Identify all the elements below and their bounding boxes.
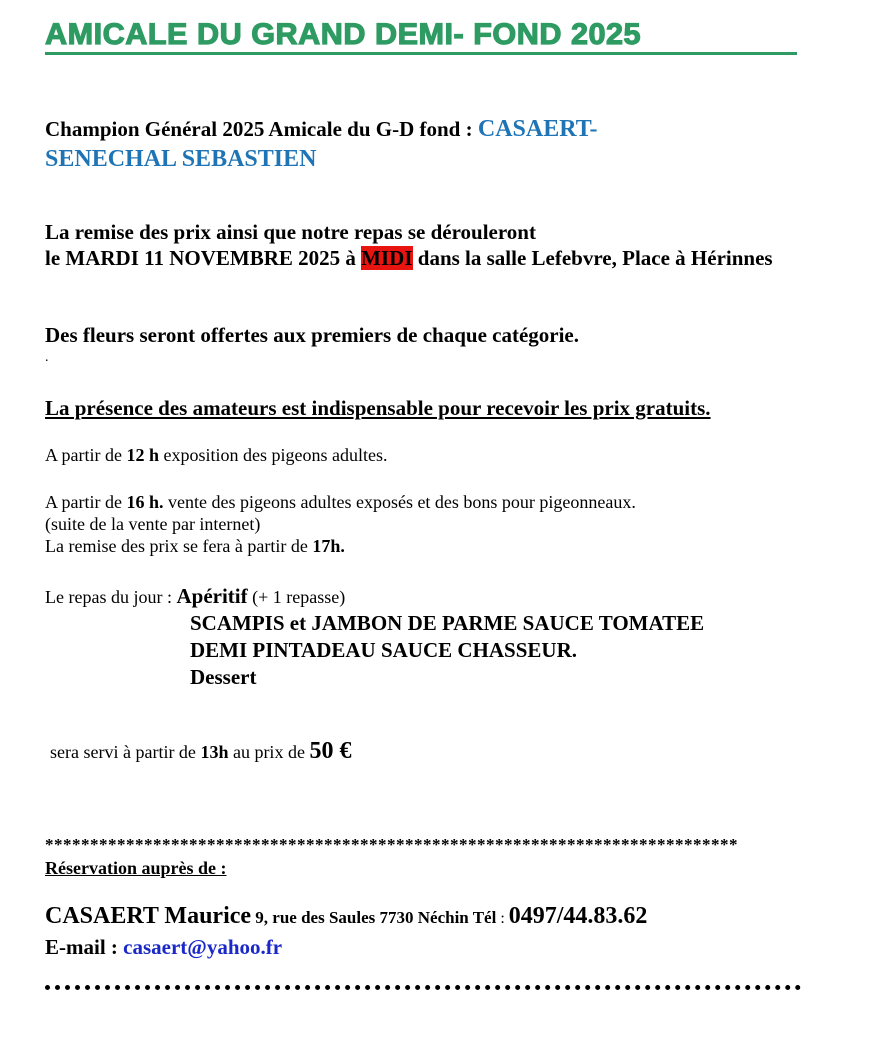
event-date: le MARDI 11 NOVEMBRE 2025 à [45, 246, 362, 270]
champion-name: CASAERT- SENECHAL SEBASTIEN [45, 116, 598, 172]
price-line [50, 738, 351, 765]
menu-item-dessert: Dessert [190, 665, 257, 689]
price-middle: au prix de [228, 742, 310, 762]
schedule-sale [45, 491, 765, 557]
presence-notice: La présence des amateurs est indispensable pour recevoir les prix gratuits. [45, 396, 711, 420]
menu-label: Le repas du jour : [45, 587, 177, 607]
champion-label: Champion Général 2025 Amicale du G-D fond : [45, 117, 478, 141]
contact-address: 9, rue des Saules 7730 Néchin Tél [251, 908, 497, 927]
sale-note: (suite de la vente par internet) [45, 514, 261, 534]
menu-item-main: DEMI PINTADEAU SAUCE CHASSEUR. [190, 638, 577, 662]
champion-line [45, 114, 685, 174]
exposition-text: exposition des pigeons adultes. [159, 445, 388, 465]
menu-aperitif: Apéritif [176, 584, 248, 608]
star-separator: ***************************************************************************** [45, 835, 738, 854]
event-announcement [45, 219, 785, 271]
exposition-prefix: A partir de [45, 445, 127, 465]
email-line [45, 935, 282, 960]
exposition-time: 12 h [126, 445, 159, 465]
sale-prefix: A partir de [45, 492, 127, 512]
menu-heading [45, 584, 345, 609]
price-time: 13h [200, 742, 229, 762]
contact-phone[interactable]: 0497/44.83.62 [508, 903, 648, 929]
event-line-1: La remise des prix ainsi que notre repas se dérouleront [45, 220, 536, 244]
sale-time: 16 h. [126, 492, 164, 512]
title-underline [45, 52, 797, 55]
price-prefix: sera servi à partir de [50, 742, 201, 762]
awards-prefix: La remise des prix se fera à partir de [45, 536, 313, 556]
email-link[interactable]: casaert@yahoo.fr [123, 935, 283, 959]
event-location: dans la salle Lefebvre, Place à Hérinnes [412, 246, 773, 270]
flowers-note: Des fleurs seront offertes aux premiers de chaque catégorie. [45, 323, 580, 347]
dot-line: . [45, 350, 49, 365]
aperitif-note: (+ 1 repasse) [247, 587, 346, 607]
midi-highlight: MIDI [361, 246, 413, 270]
price-amount: 50 € [309, 738, 352, 764]
reservation-heading: Réservation auprès de : [45, 858, 227, 878]
contact-name: CASAERT Maurice [45, 903, 252, 929]
schedule-exposition [45, 445, 387, 466]
sale-text: vente des pigeons adultes exposés et des bons pour pigeonneaux. [163, 492, 636, 512]
menu-item-starter: SCAMPIS et JAMBON DE PARME SAUCE TOMATEE [190, 611, 705, 635]
email-label: E-mail : [45, 935, 124, 959]
contact-line [45, 903, 647, 930]
awards-time: 17h. [312, 536, 345, 556]
document-title: AMICALE DU GRAND DEMI- FOND 2025 [45, 18, 642, 51]
dotted-divider [45, 985, 801, 990]
tel-label: : [496, 910, 509, 927]
